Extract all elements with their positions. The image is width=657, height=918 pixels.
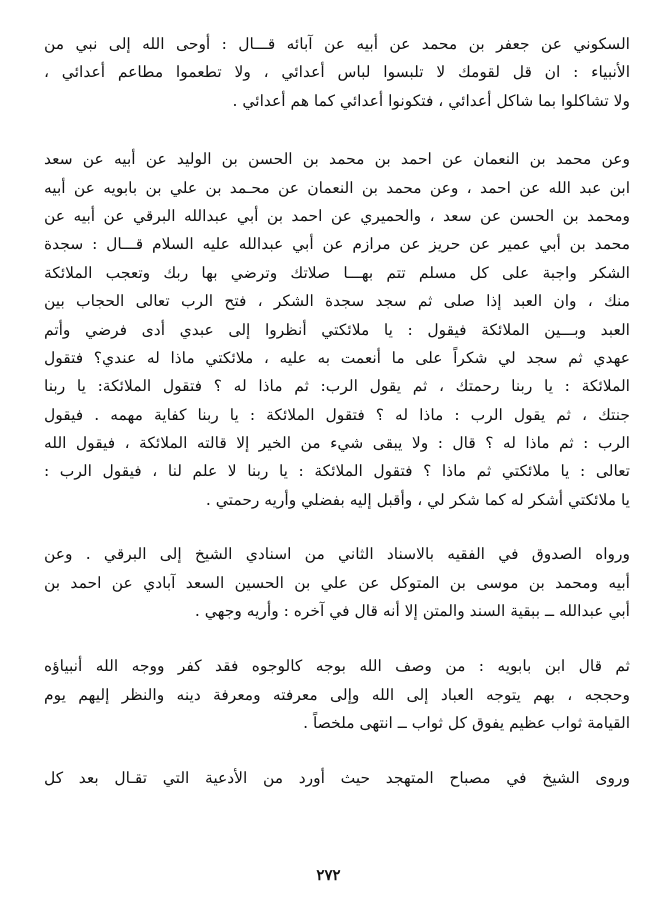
text-line: محمد بن أبي عمير عن حريز عن مرازم عن أبي عبدالله عليه السلام قـــال : سجدة: [44, 235, 630, 254]
paragraph-misbah-mutahajjid: [44, 764, 630, 792]
text-line: القيامة ثواب عظيم يفوق كل ثواب ــ انتهى ملخصاً .: [303, 714, 630, 733]
text-line: وحججه ، بهم يتوجه العباد إلى الله وإلى معرفته ومعرفة دينه والنظر إليهم يوم: [44, 685, 630, 704]
text-line: ثم قال ابن بابويه : من وصف الله بوجه كالوجوه فقد كفر ووجه الله أنبياؤه: [44, 657, 630, 676]
text-line: تعالى : يا ملائكتي ثم ماذا ؟ فتقول الملائكة : يا ربنا لا علم لنا ، فيقول الرب :: [44, 462, 630, 481]
text-line: عهدي ثم سجد لي شكراً على ما أنعمت به عليه ، ملائكتي ماذا له عندي؟ فتقول: [44, 348, 630, 367]
paragraph-saduq-riwaya: [44, 540, 630, 625]
text-line: الملائكة : يا ربنا رحمتك ، ثم يقول الرب: ثم ماذا له ؟ فتقول الملائكة: يا ربنا: [44, 377, 630, 396]
paragraph-sakuni-hadith: [44, 30, 630, 115]
text-line: منك ، وان العبد إذا صلى ثم سجد سجدة الشكر ، فتح الرب تعالى الحجاب بين: [44, 292, 630, 311]
text-line: وروى الشيخ في مصباح المتهجد حيث أورد من الأدعية التي تقـال بعد كل: [44, 768, 630, 787]
text-line: ابن عبد الله عن احمد ، وعن محمد بن النعمان عن محـمد بن علي بن بابويه عن أبيه: [44, 178, 630, 197]
text-line: وعن محمد بن النعمان عن احمد بن محمد بن الحسن بن الوليد عن أبيه عن سعد: [44, 150, 630, 169]
text-line: ورواه الصدوق في الفقيه بالاسناد الثاني من اسنادي الشيخ إلى البرقي . وعن: [44, 545, 630, 564]
text-line: الشكر واجبة على كل مسلم تتم بهـــا صلاتك وترضي بها ربك وتعجب الملائكة: [44, 263, 630, 282]
text-line: ولا تشاكلوا بما شاكل أعدائي ، فتكونوا أعدائي كما هم أعدائي .: [232, 91, 630, 110]
page-body: [44, 30, 630, 792]
text-line: جنتك ، ثم يقول الرب : ماذا له ؟ فتقول الملائكة : يا ربنا كفاية مهمه . فيقول: [44, 405, 630, 424]
text-line: ومحمد بن الحسن عن سعد ، والحميري عن احمد بن أبي عبدالله البرقي عن أبيه عن: [44, 206, 630, 225]
text-line: أبيه ومحمد بن موسى بن المتوكل عن علي بن الحسين السعد آبادي عن احمد بن: [44, 573, 630, 592]
text-line: العبد وبـــين الملائكة فيقول : يا ملائكتي أنظروا إلى عبدي أدى فرضي وأتم: [44, 320, 630, 339]
paragraph-sajdat-al-shukr: [44, 145, 630, 514]
text-line: يا ملائكتي أشكر له كما شكر لي ، وأقبل إليه بفضلي وأريه رحمتي .: [205, 490, 630, 509]
page-number: ٢٧٢: [316, 866, 341, 884]
paragraph-ibn-babawayh: [44, 652, 630, 737]
text-line: أبي عبدالله ــ ببقية السند والمتن إلا أنه قال في آخره : وأريه وجهي .: [194, 602, 630, 621]
text-line: السكوني عن جعفر بن محمد عن أبيه عن آبائه قـــال : أوحى الله إلى نبي من: [44, 35, 630, 53]
text-line: الأنبياء : ان قل لقومك لا تلبسوا لباس أعدائي ، ولا تطعموا مطاعم أعدائي ،: [44, 63, 630, 82]
text-line: الرب : ثم ماذا له ؟ قال : ولا يبقى شيء من الخير إلا قالته الملائكة ، فيقول الله: [44, 434, 630, 453]
